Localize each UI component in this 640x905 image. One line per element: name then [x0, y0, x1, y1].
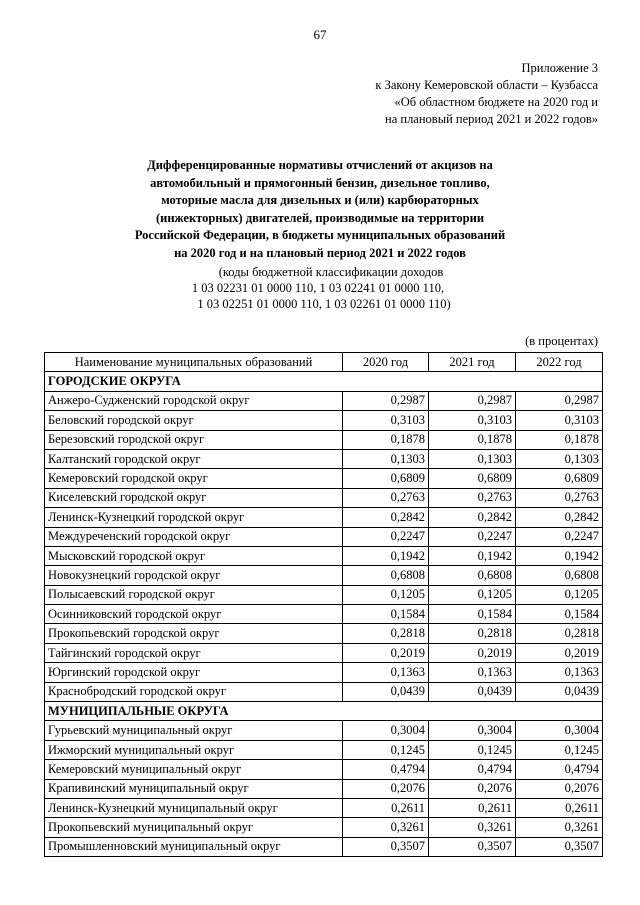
rate-value: 0,2987	[516, 391, 603, 410]
budget-codes	[0, 264, 640, 312]
rate-value: 0,2611	[343, 798, 429, 817]
rate-value: 0,2076	[429, 779, 516, 798]
rate-value: 0,6808	[429, 566, 516, 585]
appendix-line: «Об областном бюджете на 2020 год и	[394, 95, 598, 109]
municipality-name: Березовский городской округ	[45, 430, 343, 449]
rate-value: 0,3103	[343, 411, 429, 430]
rate-value: 0,1245	[429, 740, 516, 759]
rate-value: 0,6809	[343, 469, 429, 488]
rate-value: 0,4794	[429, 760, 516, 779]
rate-value: 0,1363	[516, 663, 603, 682]
table-row	[45, 566, 603, 585]
rate-value: 0,1303	[516, 449, 603, 468]
table-row	[45, 740, 603, 759]
title-line: моторные масла для дизельных и (или) карбюраторных	[161, 193, 479, 207]
section-title: МУНИЦИПАЛЬНЫЕ ОКРУГА	[45, 702, 603, 721]
rate-value: 0,4794	[516, 760, 603, 779]
table-row	[45, 585, 603, 604]
table-row	[45, 527, 603, 546]
rate-value: 0,3507	[429, 837, 516, 856]
table-row	[45, 605, 603, 624]
codes-line: 1 03 02251 01 0000 110, 1 03 02261 01 0000 110)	[197, 297, 451, 311]
rates-table	[44, 352, 603, 857]
table-row	[45, 488, 603, 507]
rate-value: 0,2076	[343, 779, 429, 798]
rate-value: 0,2818	[343, 624, 429, 643]
table-row	[45, 682, 603, 701]
rate-value: 0,3103	[429, 411, 516, 430]
table-row	[45, 779, 603, 798]
municipality-name: Краснобродский городской округ	[45, 682, 343, 701]
municipality-name: Анжеро-Судженский городской округ	[45, 391, 343, 410]
rate-value: 0,2842	[343, 508, 429, 527]
table-row	[45, 546, 603, 565]
rate-value: 0,1363	[429, 663, 516, 682]
title-line: Дифференцированные нормативы отчислений от акцизов на	[147, 158, 493, 172]
rate-value: 0,3507	[343, 837, 429, 856]
table-row	[45, 469, 603, 488]
table-row	[45, 837, 603, 856]
header-2020: 2020 год	[343, 353, 429, 372]
municipality-name: Междуреченский городской округ	[45, 527, 343, 546]
rate-value: 0,0439	[516, 682, 603, 701]
municipality-name: Прокопьевский муниципальный округ	[45, 818, 343, 837]
rate-value: 0,1584	[343, 605, 429, 624]
rate-value: 0,2987	[429, 391, 516, 410]
municipality-name: Юргинский городской округ	[45, 663, 343, 682]
rate-value: 0,2019	[343, 643, 429, 662]
codes-line: 1 03 02231 01 0000 110, 1 03 02241 01 0000 110,	[191, 281, 445, 295]
municipality-name: Ленинск-Кузнецкий муниципальный округ	[45, 798, 343, 817]
rate-value: 0,1942	[429, 546, 516, 565]
rate-value: 0,3103	[516, 411, 603, 430]
municipality-name: Прокопьевский городской округ	[45, 624, 343, 643]
rate-value: 0,3004	[429, 721, 516, 740]
rate-value: 0,1205	[516, 585, 603, 604]
municipality-name: Новокузнецкий городской округ	[45, 566, 343, 585]
municipality-name: Кемеровский муниципальный округ	[45, 760, 343, 779]
municipality-name: Мысковский городской округ	[45, 546, 343, 565]
rate-value: 0,3004	[343, 721, 429, 740]
rate-value: 0,2247	[429, 527, 516, 546]
title-line: Российской Федерации, в бюджеты муниципальных образований	[134, 228, 506, 242]
rate-value: 0,2763	[429, 488, 516, 507]
rate-value: 0,1942	[343, 546, 429, 565]
municipality-name: Тайгинский городской округ	[45, 643, 343, 662]
rate-value: 0,6808	[343, 566, 429, 585]
header-name: Наименование муниципальных образований	[45, 353, 343, 372]
rate-value: 0,3261	[516, 818, 603, 837]
header-2021: 2021 год	[429, 353, 516, 372]
rate-value: 0,1584	[429, 605, 516, 624]
units-note: (в процентах)	[525, 334, 598, 348]
municipality-name: Крапивинский муниципальный округ	[45, 779, 343, 798]
title-line: автомобильный и прямогонный бензин, дизельное топливо,	[150, 175, 490, 190]
rate-value: 0,1363	[343, 663, 429, 682]
rate-value: 0,1205	[343, 585, 429, 604]
rate-value: 0,2247	[516, 527, 603, 546]
municipality-name: Полысаевский городской округ	[45, 585, 343, 604]
rate-value: 0,2247	[343, 527, 429, 546]
rate-value: 0,2763	[516, 488, 603, 507]
title-line: (инжекторных) двигателей, производимые на территории	[155, 210, 485, 225]
rate-value: 0,4794	[343, 760, 429, 779]
appendix-line: на плановый период 2021 и 2022 годов»	[385, 112, 598, 126]
page-number: 67	[313, 27, 327, 42]
rate-value: 0,2611	[429, 798, 516, 817]
rate-value: 0,3261	[429, 818, 516, 837]
section-row	[45, 372, 603, 391]
municipality-name: Ижморский муниципальный округ	[45, 740, 343, 759]
rate-value: 0,3507	[516, 837, 603, 856]
municipality-name: Калтанский городской округ	[45, 449, 343, 468]
rate-value: 0,1205	[429, 585, 516, 604]
rate-value: 0,2987	[343, 391, 429, 410]
rate-value: 0,3004	[516, 721, 603, 740]
rate-value: 0,3261	[343, 818, 429, 837]
municipality-name: Гурьевский муниципальный округ	[45, 721, 343, 740]
title-line: на 2020 год и на плановый период 2021 и 2022 годов	[174, 245, 466, 260]
rate-value: 0,6809	[429, 469, 516, 488]
rate-value: 0,2818	[516, 624, 603, 643]
rate-value: 0,1878	[343, 430, 429, 449]
rate-value: 0,1245	[343, 740, 429, 759]
municipality-name: Киселевский городской округ	[45, 488, 343, 507]
rate-value: 0,6809	[516, 469, 603, 488]
appendix-line: Приложение 3	[521, 61, 598, 75]
table-row	[45, 760, 603, 779]
table-row	[45, 643, 603, 662]
rate-value: 0,2019	[516, 643, 603, 662]
rate-value: 0,2019	[429, 643, 516, 662]
header-2022: 2022 год	[516, 353, 603, 372]
municipality-name: Осинниковский городской округ	[45, 605, 343, 624]
municipality-name: Ленинск-Кузнецкий городской округ	[45, 508, 343, 527]
rate-value: 0,2076	[516, 779, 603, 798]
rate-value: 0,6808	[516, 566, 603, 585]
table-row	[45, 391, 603, 410]
table-row	[45, 798, 603, 817]
rate-value: 0,2611	[516, 798, 603, 817]
table-row	[45, 508, 603, 527]
rate-value: 0,2763	[343, 488, 429, 507]
section-title: ГОРОДСКИЕ ОКРУГА	[45, 372, 603, 391]
appendix-line: к Закону Кемеровской области – Кузбасса	[375, 78, 598, 92]
rate-value: 0,1942	[516, 546, 603, 565]
rate-value: 0,1303	[429, 449, 516, 468]
municipality-name: Кемеровский городской округ	[45, 469, 343, 488]
rate-value: 0,2842	[516, 508, 603, 527]
rate-value: 0,1878	[429, 430, 516, 449]
rate-value: 0,2842	[429, 508, 516, 527]
table-row	[45, 430, 603, 449]
rate-value: 0,0439	[343, 682, 429, 701]
municipality-name: Промышленновский муниципальный округ	[45, 837, 343, 856]
table-row	[45, 721, 603, 740]
section-row	[45, 702, 603, 721]
rate-value: 0,1584	[516, 605, 603, 624]
appendix-reference	[375, 60, 598, 128]
document-title	[0, 157, 640, 262]
rate-value: 0,0439	[429, 682, 516, 701]
codes-line: (коды бюджетной классификации доходов	[218, 265, 444, 279]
rate-value: 0,1878	[516, 430, 603, 449]
table-row	[45, 663, 603, 682]
rate-value: 0,2818	[429, 624, 516, 643]
rate-value: 0,1303	[343, 449, 429, 468]
table-row	[45, 624, 603, 643]
municipality-name: Беловский городской округ	[45, 411, 343, 430]
table-row	[45, 449, 603, 468]
rate-value: 0,1245	[516, 740, 603, 759]
table-row	[45, 411, 603, 430]
table-header-row	[45, 353, 603, 372]
table-row	[45, 818, 603, 837]
